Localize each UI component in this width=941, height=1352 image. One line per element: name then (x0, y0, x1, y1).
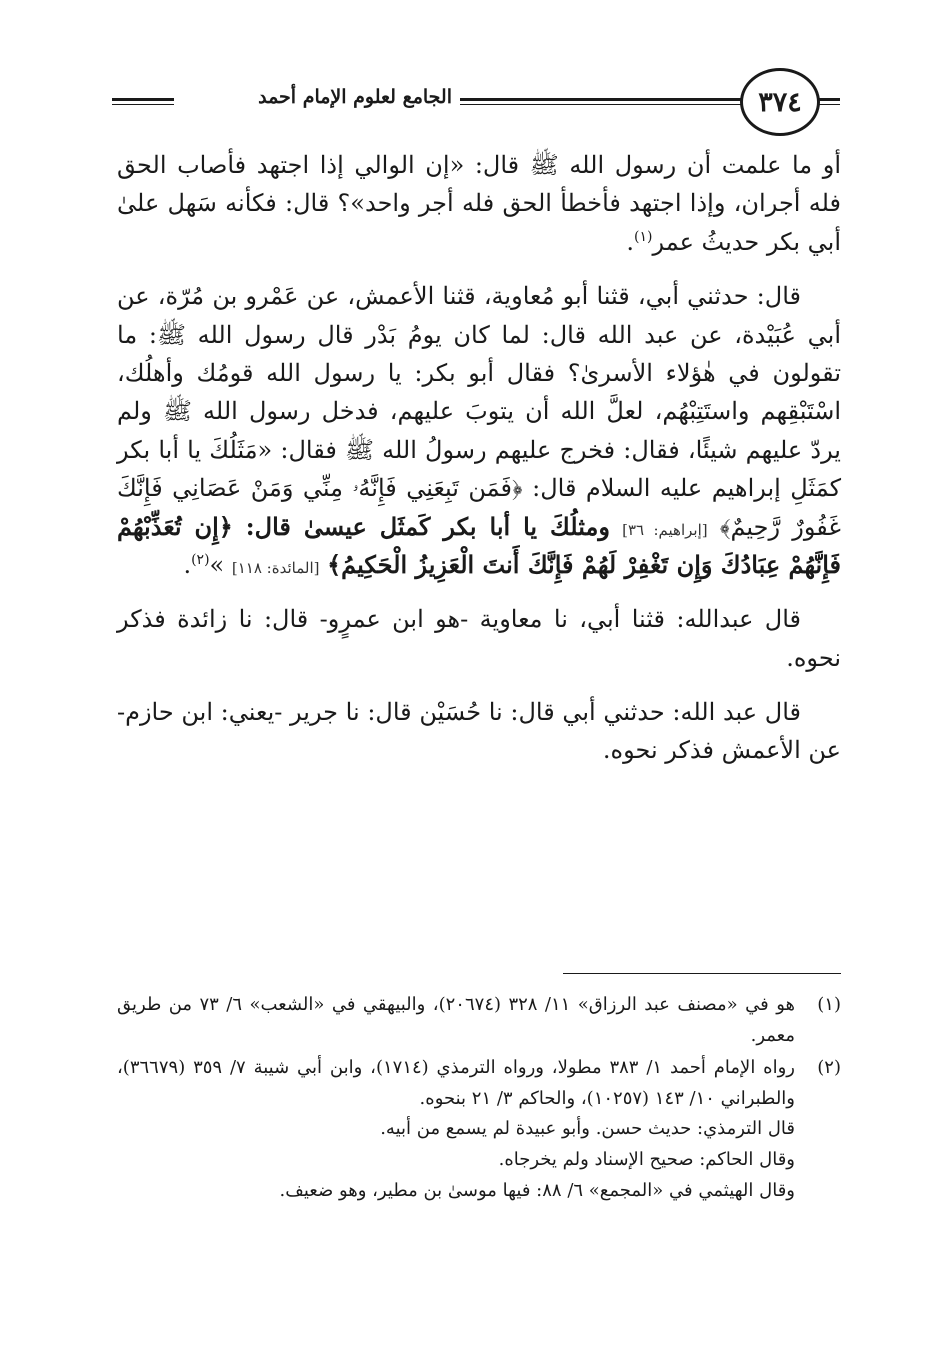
footnote-line: هو في «مصنف عبد الرزاق» ١١/ ٣٢٨ (٢٠٦٧٤)، والبيهقي في «الشعب» ٦/ ٧٣ من طريق معمر. (117, 994, 795, 1046)
paragraph-4 (117, 693, 841, 770)
header-rule (112, 98, 174, 105)
quran-reference: [المائدة: ١١٨] (231, 558, 320, 577)
footnotes (117, 990, 841, 1208)
footnote-marker: (١) (634, 228, 653, 245)
page-number: ٣٧٤ (740, 68, 820, 136)
footnote-body (117, 990, 795, 1051)
footnote-line: وقال الهيثمي في «المجمع» ٦/ ٨٨: فيها موسىٰ بن مطير، وهو ضعيف. (279, 1179, 795, 1201)
page-header (112, 62, 840, 142)
quran-reference: [إبراهيم: ٣٦] (622, 520, 708, 539)
footnote-separator (563, 973, 841, 974)
paragraph-text: أو ما علمت أن رسول الله ﷺ قال: «إن الوالي إذا اجتهد فأصاب الحق فله أجران، وإذا اجتهد فأخطأ الحق فله أجر واحد»؟ قال: فكأنه سَهل علىٰ أبي بكر حديثُ عمر (117, 151, 841, 256)
paragraph-1 (117, 146, 841, 261)
paragraph-text: قال: حدثني أبي، قثنا أبو مُعاوية، قثنا الأعمش، عن عَمْرو بن مُرّة، عن أبي عُبَيْدة، عن عبد الله قال: لما كان يومُ بَدْر قال رسول الله ﷺ: ما تقولون في هٰؤلاء الأسرىٰ؟ فقال أبو بكر: يا رسول الله قومُك وأهلُك، اسْتَبْقِهم واستَتِبْهُم، لعلَّ الله أن يتوبَ عليهم، فدخل رسول الله ﷺ ولم يردّ عليهم شيئًا، فقال: فخرج عليهم رسولُ الله ﷺ فقال: «مَثَلُكَ يا أبا بكر كمَثَلِ إبراهيم عليه السلام قال: ﴿فَمَن تَبِعَنِي فَإِنَّهُۥ مِنِّي وَمَنْ عَصَانِي فَإِنَّكَ غَفُورٌ رَّحِيمٌ﴾ (117, 282, 841, 541)
footnote-number: (٢) (817, 1057, 841, 1079)
footnote-1 (117, 990, 841, 1051)
footnote-body (117, 1053, 795, 1206)
header-rule (460, 98, 736, 105)
running-head: الجامع لعلوم الإمام أحمد (258, 86, 452, 108)
paragraph-text: قال عبد الله: حدثني أبي قال: نا حُسَيْن قال: نا جرير -يعني: ابن حازم- عن الأعمش فذكر نحوه. (117, 698, 841, 765)
footnote-line: قال الترمذي: حديث حسن. وأبو عبيدة لم يسمع من أبيه. (380, 1118, 795, 1140)
paragraph-end: . (183, 550, 192, 579)
footnote-2 (117, 1053, 841, 1206)
paragraph-3 (117, 600, 841, 677)
footnote-number: (١) (817, 994, 841, 1015)
footnote-marker: (٢) (191, 551, 210, 568)
main-text (117, 146, 841, 786)
footnote-line: رواه الإمام أحمد ١/ ٣٨٣ مطولا، ورواه الترمذي (١٧١٤)، وابن أبي شيبة ٧/ ٣٥٩ (٣٦٦٧٩)، والطبراني ١٠/ ١٤٣ (١٠٢٥٧)، والحاكم ٣/ ٢١ بنحوه. (117, 1057, 795, 1109)
quote-close: » (209, 550, 225, 579)
paragraph-2 (117, 277, 841, 584)
paragraph-text: ومثلُكَ يا أبا بكر كَمثَل عيسىٰ قال: ﴿إِن تُعَذِّبْهُمْ فَإِنَّهُمْ عِبَادُكَ وَإِن تَغْفِرْ لَهُمْ فَإِنَّكَ أَنتَ الْعَزِيزُ الْحَكِيمُ﴾ (117, 511, 841, 579)
footnote-line: وقال الحاكم: صحيح الإسناد ولم يخرجاه. (498, 1148, 795, 1170)
paragraph-text: قال عبدالله: قثنا أبي، نا معاوية -هو ابن عمرٍو- قال: نا زائدة فذكر نحوه. (117, 605, 841, 672)
paragraph-end: . (626, 227, 634, 256)
